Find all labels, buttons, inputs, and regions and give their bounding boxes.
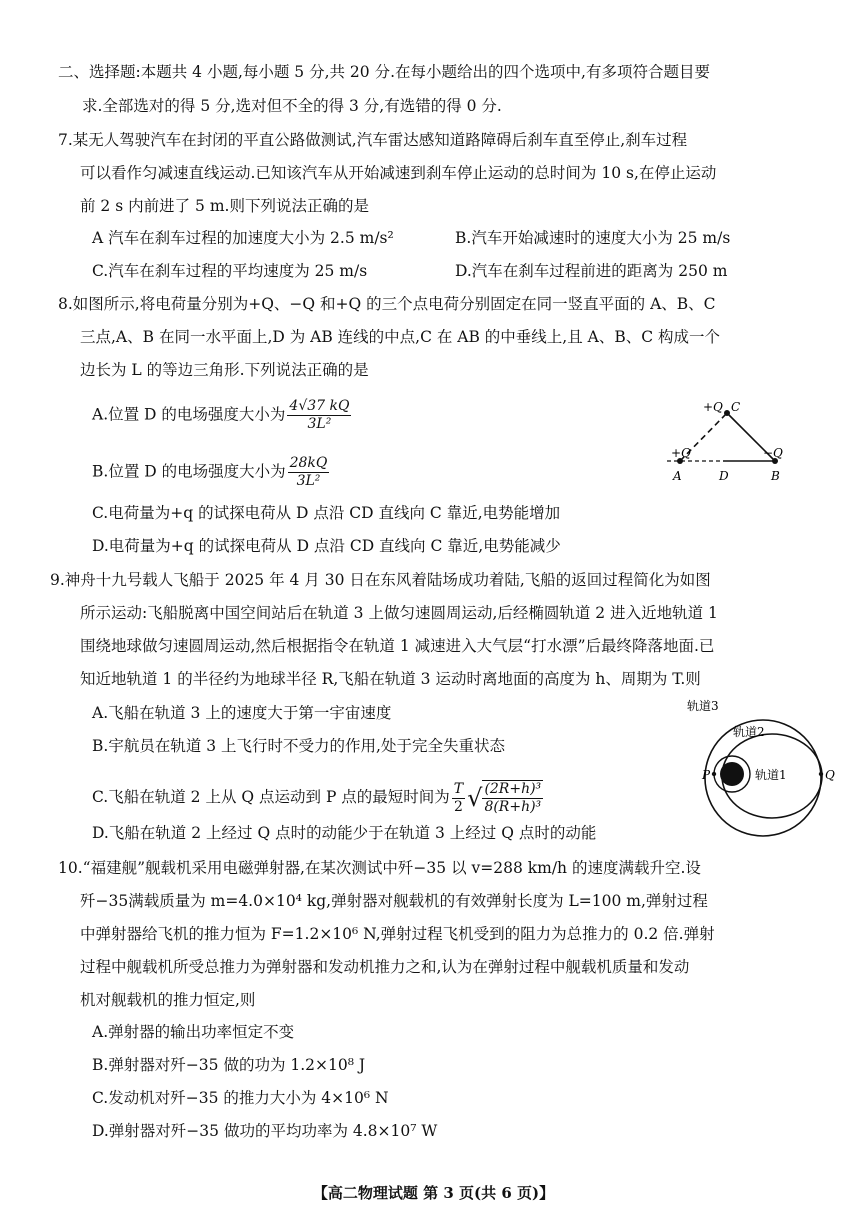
q10-stem-line1: 10.“福建舰”舰载机采用电磁弹射器,在某次测试中歼−35 以 v=288 km/h 的速度满载升空.设 <box>58 859 701 877</box>
q9-stem-line1: 9.神舟十九号载人飞船于 2025 年 4 月 30 日在东风着陆场成功着陆,飞船的返回过程简化为如图 <box>50 571 711 589</box>
q9-option-c-coef-den: 2 <box>454 798 463 815</box>
q8-label-d: D <box>719 469 729 483</box>
q10-option-d[interactable]: D.弹射器对歼−35 做功的平均功率为 4.8×10⁷ W <box>92 1122 438 1140</box>
q9-point-q <box>819 772 823 776</box>
q8-point-c <box>724 410 730 416</box>
section-instructions-line1: 二、选择题:本题共 4 小题,每小题 5 分,共 20 分.在每小题给出的四个选项中,有多项符合题目要 <box>58 63 710 81</box>
q8-option-a[interactable] <box>92 398 353 433</box>
q9-stem-line3: 围绕地球做匀速圆周运动,然后根据指令在轨道 1 减速进入大气层“打水漂”后最终降落地面.已 <box>80 637 715 655</box>
q7-option-a[interactable]: A 汽车在刹车过程的加速度大小为 2.5 m/s² <box>92 229 394 247</box>
q8-label-c: C <box>731 400 741 414</box>
q8-label-right-charge: −Q <box>763 446 783 460</box>
q9-label-orbit1: 轨道1 <box>755 768 787 782</box>
q9-option-c-prefix: C.飞船在轨道 2 上从 Q 点运动到 P 点的最短时间为 <box>92 788 450 806</box>
q9-option-c[interactable] <box>92 780 545 816</box>
q8-charge-triangle-figure <box>655 395 805 490</box>
q8-option-b-prefix: B.位置 D 的电场强度大小为 <box>92 462 286 481</box>
q8-label-b: B <box>771 469 780 483</box>
q10-option-a[interactable]: A.弹射器的输出功率恒定不变 <box>92 1023 295 1041</box>
q9-stem-line4: 知近地轨道 1 的半径约为地球半径 R,飞船在轨道 3 运动时离地面的高度为 h、周期为 T.则 <box>80 670 701 688</box>
q9-orbit-figure <box>665 690 840 840</box>
q7-stem-line1: 7.某无人驾驶汽车在封闭的平直公路做测试,汽车雷达感知道路障碍后刹车直至停止,刹车过程 <box>58 131 688 149</box>
q9-option-c-radicand <box>482 780 543 816</box>
q8-stem-line2: 三点,A、B 在同一水平面上,D 为 AB 连线的中点,C 在 AB 的中垂线上,且 A、B、C 构成一个 <box>80 328 721 346</box>
q10-stem-line2: 歼−35满载质量为 m=4.0×10⁴ kg,弹射器对舰载机的有效弹射长度为 L=100 m,弹射过程 <box>80 892 708 910</box>
q8-option-d[interactable]: D.电荷量为+q 的试探电荷从 D 点沿 CD 直线向 C 靠近,电势能减少 <box>92 537 561 555</box>
q9-point-p <box>712 772 716 776</box>
q9-option-d[interactable]: D.飞船在轨道 2 上经过 Q 点时的动能少于在轨道 3 上经过 Q 点时的动能 <box>92 824 597 842</box>
q8-option-c[interactable]: C.电荷量为+q 的试探电荷从 D 点沿 CD 直线向 C 靠近,电势能增加 <box>92 504 561 522</box>
q9-label-orbit2: 轨道2 <box>733 725 765 739</box>
q10-stem-line5: 机对舰载机的推力恒定,则 <box>80 991 256 1009</box>
q9-option-c-root-den: 8(R+h)³ <box>484 799 542 815</box>
q8-option-b[interactable] <box>92 455 331 490</box>
q8-option-b-numerator: 28kQ <box>289 455 328 471</box>
q8-option-b-fraction <box>288 455 330 490</box>
q9-label-p: P <box>702 768 711 782</box>
q8-label-top-charge: +Q <box>703 400 723 414</box>
q7-option-b[interactable]: B.汽车开始减速时的速度大小为 25 m/s <box>455 229 731 247</box>
q10-option-b[interactable]: B.弹射器对歼−35 做的功为 1.2×10⁸ J <box>92 1056 366 1074</box>
q8-option-a-fraction <box>287 398 351 433</box>
q8-option-a-prefix: A.位置 D 的电场强度大小为 <box>92 405 286 424</box>
q9-option-c-coef-num: T <box>453 780 464 797</box>
q7-option-c[interactable]: C.汽车在刹车过程的平均速度为 25 m/s <box>92 262 368 280</box>
q9-option-b[interactable]: B.宇航员在轨道 3 上飞行时不受力的作用,处于完全失重状态 <box>92 737 505 755</box>
q9-stem-line2: 所示运动:飞船脱离中国空间站后在轨道 3 上做匀速圆周运动,后经椭圆轨道 2 进入近地轨道 1 <box>80 604 718 622</box>
q8-option-a-numerator: 4√37 kQ <box>289 398 350 414</box>
q8-stem-line1: 8.如图所示,将电荷量分别为+Q、−Q 和+Q 的三个点电荷分别固定在同一竖直平面的 A、B、C <box>58 295 716 313</box>
q9-option-c-root-num: (2R+h)³ <box>484 781 542 797</box>
section-instructions-line2: 求.全部选对的得 5 分,选对但不全的得 3 分,有选错的得 0 分. <box>82 97 502 115</box>
q9-label-orbit3: 轨道3 <box>687 699 719 713</box>
q7-stem-line3: 前 2 s 内前进了 5 m.则下列说法正确的是 <box>80 197 369 215</box>
q8-option-b-denominator: 3L² <box>296 473 321 489</box>
page-footer: 【高二物理试题 第 3 页(共 6 页)】 <box>312 1184 555 1202</box>
q9-earth <box>720 762 744 786</box>
q7-option-d[interactable]: D.汽车在刹车过程前进的距离为 250 m <box>455 262 728 280</box>
q8-stem-line3: 边长为 L 的等边三角形.下列说法正确的是 <box>80 361 369 379</box>
q9-label-q: Q <box>825 768 835 782</box>
q9-option-a[interactable]: A.飞船在轨道 3 上的速度大于第一宇宙速度 <box>92 704 392 722</box>
q9-option-c-coefficient <box>452 781 465 816</box>
q10-stem-line4: 过程中舰载机所受总推力为弹射器和发动机推力之和,认为在弹射过程中舰载机质量和发动 <box>80 958 690 976</box>
q10-option-c[interactable]: C.发动机对歼−35 的推力大小为 4×10⁶ N <box>92 1089 389 1107</box>
q8-label-a: A <box>673 469 682 483</box>
q7-stem-line2: 可以看作匀减速直线运动.已知该汽车从开始减速到刹车停止运动的总时间为 10 s,在停止运动 <box>80 164 717 182</box>
q8-label-left-charge: +Q <box>671 446 691 460</box>
q9-option-c-radical-sign: √ <box>467 784 483 812</box>
q8-option-a-denominator: 3L² <box>307 416 332 432</box>
q10-stem-line3: 中弹射器给飞机的推力恒为 F=1.2×10⁶ N,弹射过程飞机受到的阻力为总推力的 0.2 倍.弹射 <box>80 925 715 943</box>
